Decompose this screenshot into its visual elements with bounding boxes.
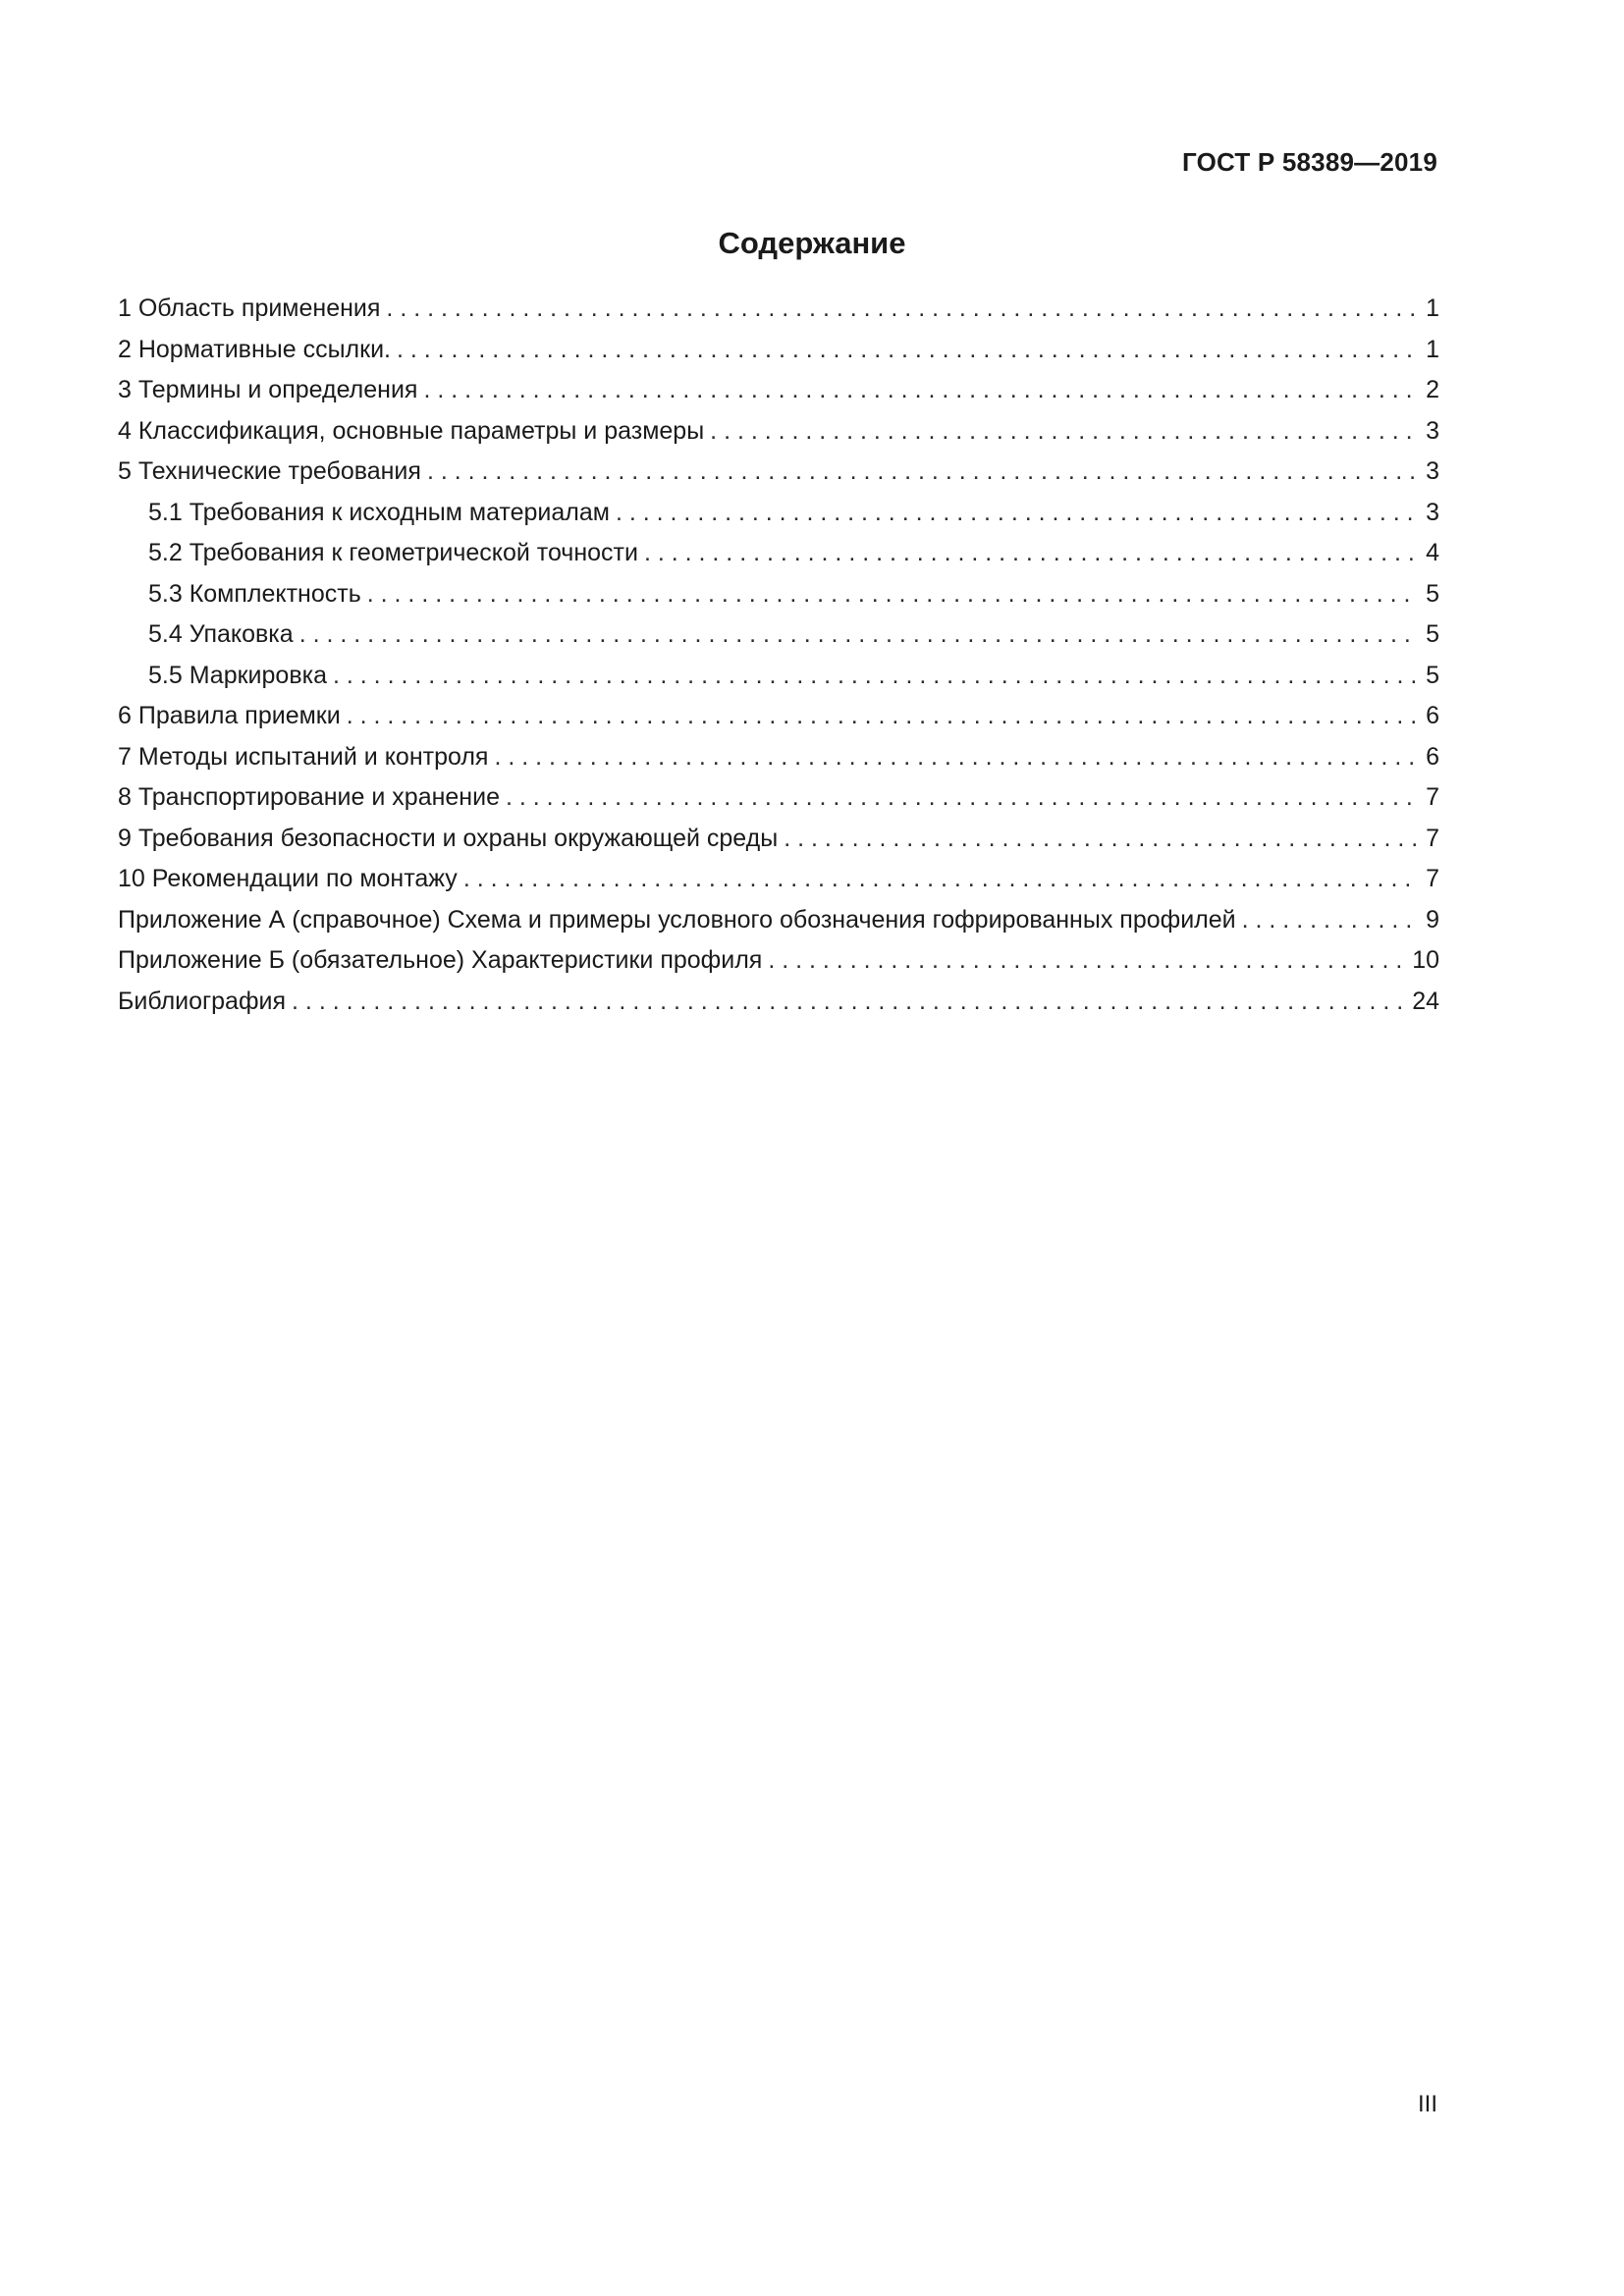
toc-entry-page: 3 [1426,498,1439,526]
toc-entry[interactable] [118,376,1439,417]
toc-entry[interactable] [118,417,1439,458]
toc-entry-page: 3 [1426,457,1439,485]
toc-dot-leader [463,865,1418,893]
toc-dot-leader [1242,906,1418,934]
toc-entry[interactable] [118,946,1439,988]
toc-entry-page: 5 [1426,661,1439,689]
toc-dot-leader [506,783,1418,812]
toc-entry[interactable] [118,702,1439,743]
toc-entry-page: 6 [1426,742,1439,771]
toc-entry-page: 7 [1426,824,1439,852]
toc-entry[interactable] [118,743,1439,784]
toc-entry-page: 1 [1426,294,1439,322]
toc-entry-label: 5.4 Упаковка [148,620,294,648]
toc-dot-leader [299,620,1418,649]
toc-entry-page: 24 [1412,987,1439,1015]
toc-entry-page: 5 [1426,620,1439,648]
toc-entry[interactable] [118,457,1439,499]
toc-entry[interactable] [118,906,1439,947]
toc-entry-label: 5.3 Комплектность [148,579,361,608]
toc-entry-label: 10 Рекомендации по монтажу [118,865,458,892]
toc-entry-label: 9 Требования безопасности и охраны окружающей среды [118,824,779,852]
toc-entry-label: 8 Транспортирование и хранение [118,783,500,811]
toc-dot-leader [333,662,1418,690]
toc-entry-label: Библиография [118,987,287,1015]
toc-entry-label: 1 Область применения [118,294,381,322]
toc-entry-page: 4 [1426,539,1439,566]
toc-entry-page: 1 [1426,335,1439,363]
toc-entry[interactable] [118,825,1439,866]
toc-dot-leader [644,539,1418,567]
toc-title: Содержание [718,226,906,260]
toc-entry-label: 5.2 Требования к геометрической точности [148,539,638,566]
toc-dot-leader [427,457,1418,486]
toc-entry-label: 2 Нормативные ссылки. [118,335,391,363]
toc-dot-leader [710,417,1418,446]
toc-entry-label: 6 Правила приемки [118,702,341,729]
toc-entry-label: 4 Классификация, основные параметры и размеры [118,416,705,445]
toc-entry-page: 10 [1412,946,1439,974]
toc-subentry[interactable] [118,539,1439,580]
toc-subentry[interactable] [118,499,1439,540]
toc-entry-page: 7 [1426,783,1439,811]
toc-entry-label: Приложение А (справочное) Схема и примеры условного обозначения гофрированных профилей [118,905,1236,934]
toc-entry-label: 5.5 Маркировка [148,661,327,689]
toc-dot-leader [494,743,1418,772]
toc-entry-page: 3 [1426,416,1439,445]
toc-subentry[interactable] [118,580,1439,621]
toc-entry-label: 5.1 Требования к исходным материалам [148,498,610,526]
toc-dot-leader [292,988,1404,1016]
toc-entry-page: 9 [1426,905,1439,934]
toc-entry-page: 7 [1426,865,1439,892]
toc-entry-page: 5 [1426,579,1439,608]
toc-dot-leader [347,702,1418,730]
toc-entry-label: 7 Методы испытаний и контроля [118,742,489,771]
toc-dot-leader [386,294,1418,323]
toc-subentry[interactable] [118,620,1439,662]
toc-entry[interactable] [118,783,1439,825]
toc-entry-label: 5 Технические требования [118,457,421,485]
toc-dot-leader [423,376,1418,404]
toc-entry-label: Приложение Б (обязательное) Характеристики профиля [118,946,763,974]
toc-entry[interactable] [118,988,1439,1029]
toc-entry-label: 3 Термины и определения [118,376,418,403]
table-of-contents [118,294,1439,1028]
toc-entry[interactable] [118,865,1439,906]
toc-dot-leader [768,946,1404,975]
toc-dot-leader [397,336,1418,364]
toc-dot-leader [784,825,1418,853]
toc-dot-leader [367,580,1418,609]
toc-subentry[interactable] [118,662,1439,703]
toc-entry[interactable] [118,294,1439,336]
toc-entry-page: 6 [1426,702,1439,729]
toc-dot-leader [616,499,1418,527]
toc-entry-page: 2 [1426,376,1439,403]
page-number: III [1417,2091,1437,2117]
toc-entry[interactable] [118,336,1439,377]
document-code: ГОСТ Р 58389—2019 [1182,147,1437,177]
